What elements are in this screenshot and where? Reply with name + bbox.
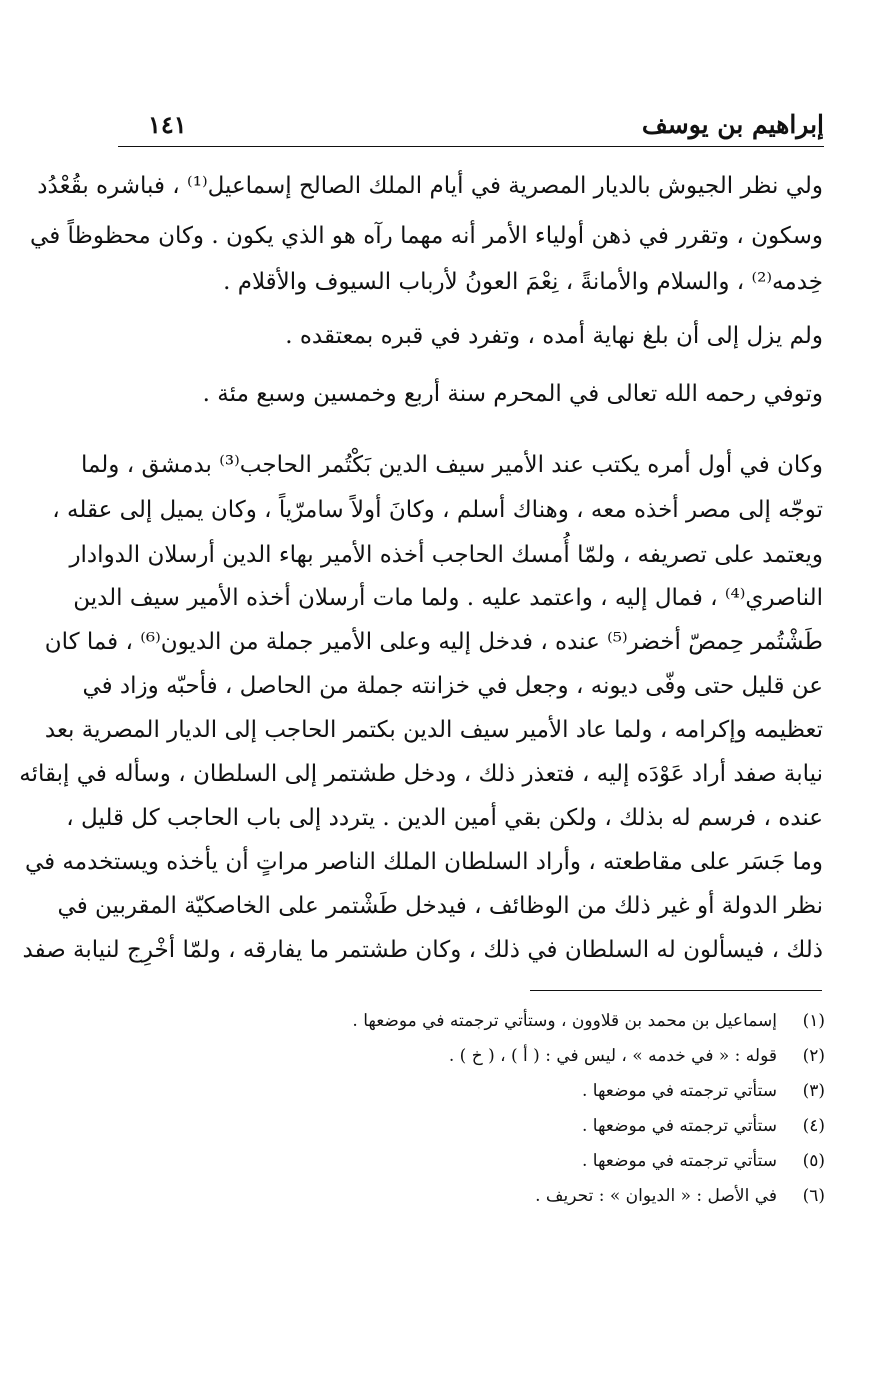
footnote-text: ستأتي ترجمته في موضعها .	[581, 1081, 777, 1101]
footnote	[205, 1144, 825, 1178]
footnote	[205, 1039, 825, 1073]
footnote-number: (٥)	[802, 1151, 825, 1171]
footnote-text: ستأتي ترجمته في موضعها .	[581, 1116, 777, 1136]
footnote-number: (١)	[802, 1011, 825, 1031]
body-line: وتوفي رحمه الله تعالى في المحرم سنة أربع وخمسين وسبع مئة .	[202, 381, 823, 407]
footnote-number: (٦)	[802, 1186, 825, 1206]
footnote-text: قوله : « في خدمه » ، ليس في : ( أ ) ، ( خ ) .	[448, 1046, 777, 1066]
page-header	[118, 108, 824, 147]
body-line: طَشْتُمر حِمصّ أخضر⁽⁵⁾ عنده ، فدخل إليه وعلى الأمير جملة من الديون⁽⁶⁾ ، فما كان	[44, 629, 823, 655]
body-line: ذلك ، فيسألون له السلطان في ذلك ، وكان طشتمر ما يفارقه ، ولمّا أخْرِج لنيابة صفد	[22, 937, 823, 963]
body-line: ويعتمد على تصريفه ، ولمّا أُمسك الحاجب أخذه الأمير بهاء الدين أرسلان الدوادار	[69, 542, 823, 568]
body-line: خِدمه⁽²⁾ ، والسلام والأمانةً ، نِعْمَ العونُ لأرباب السيوف والأقلام .	[223, 269, 823, 295]
footnote	[205, 1004, 825, 1038]
footnote-text: في الأصل : « الديوان » : تحريف .	[535, 1186, 777, 1206]
body-line: وما جَسَر على مقاطعته ، وأراد السلطان الملك الناصر مراتٍ أن يأخذه ويستخدمه في	[24, 849, 823, 875]
footnote	[205, 1179, 825, 1213]
running-title: إبراهيم بن يوسف	[641, 110, 824, 139]
footnote-text: ستأتي ترجمته في موضعها .	[581, 1151, 777, 1171]
footnote-text: إسماعيل بن محمد بن قلاوون ، وستأتي ترجمته في موضعها .	[352, 1011, 777, 1031]
footnote-separator	[530, 990, 822, 991]
footnote-number: (٤)	[802, 1116, 825, 1136]
footnote-number: (٢)	[802, 1046, 825, 1066]
body-line: نيابة صفد أراد عَوْدَه إليه ، فتعذر ذلك ، ودخل طشتمر إلى السلطان ، وسأله في إبقائه	[19, 761, 823, 787]
body-line: توجّه إلى مصر أخذه معه ، وهناك أسلم ، وكانَ أولاً سامرّياً ، وكان يميل إلى عقله ،	[52, 497, 823, 523]
body-line: وسكون ، وتقرر في ذهن أولياء الأمر أنه مهما رآه هو الذي يكون . وكان محظوظاً في	[30, 223, 823, 249]
body-line: تعظيمه وإكرامه ، ولما عاد الأمير سيف الدين بكتمر الحاجب إلى الديار المصرية بعد	[44, 717, 823, 743]
footnote	[205, 1074, 825, 1108]
footnote-number: (٣)	[802, 1081, 825, 1101]
body-line: الناصري⁽⁴⁾ ، فمال إليه ، واعتمد عليه . ولما مات أرسلان أخذه الأمير سيف الدين	[73, 585, 823, 611]
body-line: عنده ، فرسم له بذلك ، ولكن بقي أمين الدين . يتردد إلى باب الحاجب كل قليل ،	[66, 805, 823, 831]
body-line: ولي نظر الجيوش بالديار المصرية في أيام الملك الصالح إسماعيل⁽¹⁾ ، فباشره بقُعْدُد	[37, 173, 823, 199]
body-line: ولم يزل إلى أن بلغ نهاية أمده ، وتفرد في قبره بمعتقده .	[285, 323, 823, 349]
footnote	[205, 1109, 825, 1143]
body-line: وكان في أول أمره يكتب عند الأمير سيف الدين بَكْتُمر الحاجب⁽³⁾ بدمشق ، ولما	[80, 452, 823, 478]
body-line: نظر الدولة أو غير ذلك من الوظائف ، فيدخل طَشْتمر على الخاصكيّة المقربين في	[57, 893, 823, 919]
body-line: عن قليل حتى وفّى ديونه ، وجعل في خزانته جملة من الحاصل ، فأحبّه وزاد في	[82, 673, 823, 699]
page-number: ١٤١	[148, 110, 187, 139]
